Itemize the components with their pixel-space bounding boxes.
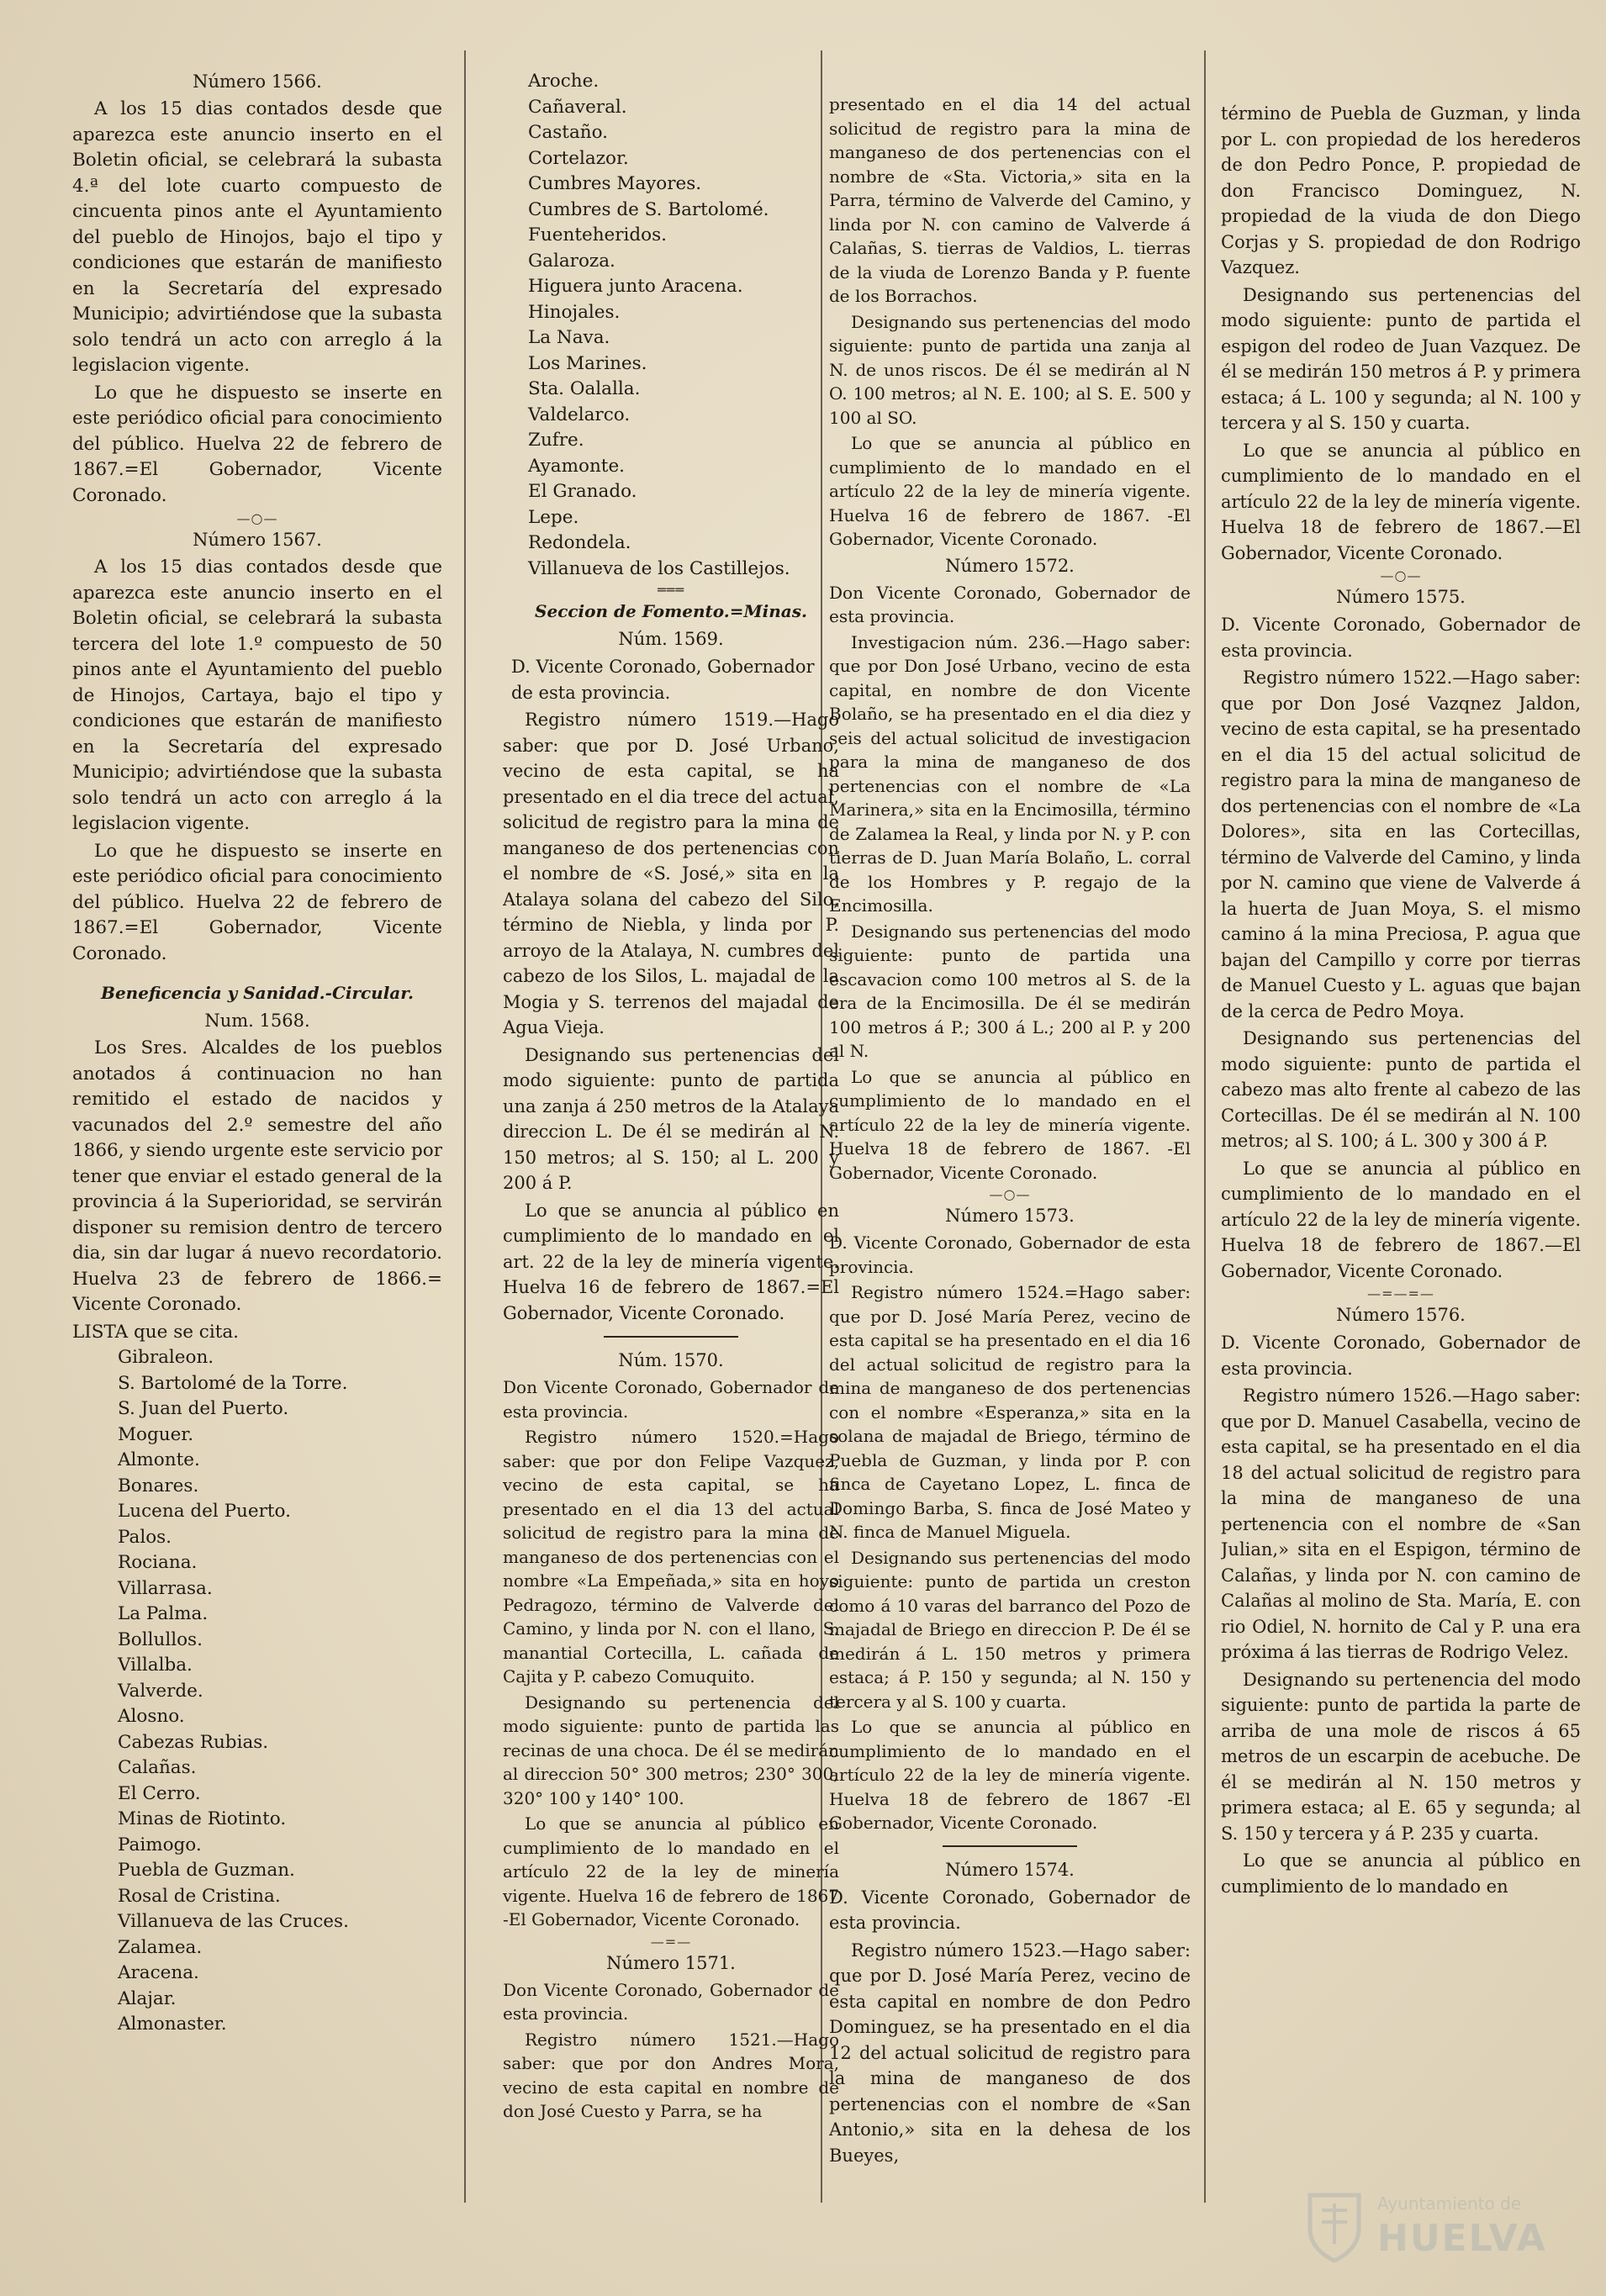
list-item: Almonte. (118, 1449, 200, 1470)
list-item: Calañas. (118, 1757, 197, 1778)
column-3 (829, 92, 1191, 2278)
section-heading-fomento: Seccion de Fomento.=Minas. (535, 601, 807, 621)
notice-closing-1574: Lo que se anuncia al público en cumplimiento de lo mandado en el artículo 22 de la ley de minería vigente. Huelva 18 de febrero de 1867.—El Gobernador, Vicente Coronado. (1221, 440, 1581, 563)
list-item: Aroche. (528, 71, 600, 92)
list-item: El Cerro. (118, 1782, 201, 1804)
notice-authority-1572: Don Vicente Coronado, Gobernador de esta provincia. (829, 582, 1191, 626)
notice-closing-1572: Lo que se anuncia al público en cumplimiento de lo mandado en el artículo 22 de la ley de minería vigente. Huelva 18 de febrero de 1867. -El Gobernador, Vicente Coronado. (829, 1066, 1191, 1183)
notice-authority-1575: D. Vicente Coronado, Gobernador de esta provincia. (1221, 615, 1581, 661)
pueblos-list (72, 1345, 442, 2038)
list-item: Lepe. (528, 506, 579, 528)
list-item: Villanueva de los Castillejos. (528, 557, 790, 579)
notice-heading-1572: Número 1572. (945, 555, 1075, 576)
notice-body-1572: Investigacion núm. 236.—Hago saber: que por Don José Urbano, vecino de esta capital, en nombre de don Vicente Bolaño, se ha presentado en el dia diez y seis del actual solicitud de investigacion para la mina de manganeso de dos pertenencias con el nombre de «La Marinera,» sita en la Encimosilla, término de Zalamea la Real, y linda por N. y P. con tierras de D. Juan María Bolaño, L. corral de los Hombres y P. regajo de la Encimosilla. (829, 631, 1191, 916)
list-item: Aracena. (118, 1962, 199, 1983)
list-item: Palos. (118, 1526, 172, 1548)
list-item: Zalamea. (118, 1936, 203, 1958)
notice-authority-1573: D. Vicente Coronado, Gobernador de esta provincia. (829, 1232, 1191, 1277)
notice-heading-1575: Número 1575. (1336, 587, 1466, 607)
notice-closing-1573: Lo que se anuncia al público en cumplimiento de lo mandado en el artículo 22 de la ley de minería vigente. Huelva 18 de febrero de 1867 -El Gobernador, Vicente Coronado. (829, 1717, 1191, 1833)
notice-heading-1569: Núm. 1569. (618, 629, 724, 649)
notice-authority-1576: D. Vicente Coronado, Gobernador de esta provincia. (1221, 1333, 1581, 1379)
list-item: Galaroza. (528, 250, 615, 272)
notice-design-1575: Designando sus pertenencias del modo siguiente: punto de partida el cabezo mas alto frente al cabezo de las Cortecillas. De él se medirán al N. 100 metros; al S. 100; á L. 300 y 300 á P. (1221, 1028, 1581, 1151)
list-item: Bonares. (118, 1475, 199, 1496)
section-ornament: —=—=— (1367, 1285, 1434, 1301)
notice-body-1569: Registro número 1519.—Hago saber: que por D. José Urbano, vecino de esta capital, se ha presentado en el dia trece del actual, solicitud de registro para la mina de manganeso de dos pertenencias con el nombre de «S. José,» sita en la Atalaya solana del cabezo del Silo, término de Niebla, y linda por P. arroyo de la Atalaya, N. cumbres del cabezo de los Silos, L. majadal de la Mogia y S. terrenos del majadal de Agua Vieja. (503, 710, 839, 1037)
list-item: Gibraleon. (118, 1347, 214, 1368)
notice-body-1571-continued: presentado en el dia 14 del actual solicitud de registro para la mina de manganeso de dos pertenencias con el nombre de «Sta. Victoria,» sita en la Parra, término de Valverde del Camino, y linda por N. con camino de Valverde á Calañas, S. tierras de Valdios, L. tierras de la viuda de Lorenzo Banda y P. fuente de los Borrachos. (829, 94, 1191, 306)
list-item: Alajar. (118, 1987, 177, 2009)
notice-closing-1566: Lo que he dispuesto se inserte en este periódico oficial para conocimiento del público. Huelva 22 de febrero de 1867.=El Gobernador, Vicente Coronado. (72, 382, 442, 506)
list-item: Villarrasa. (118, 1577, 213, 1599)
section-ornament: —○— (236, 510, 278, 526)
list-item: Cortelazor. (528, 147, 629, 169)
notice-closing-1567: Lo que he dispuesto se inserte en este periódico oficial para conocimiento del público. Huelva 22 de febrero de 1867.=El Gobernador, Vicente Coronado. (72, 840, 442, 964)
ayuntamiento-watermark (1305, 2188, 1557, 2266)
watermark-line-2: HUELVA (1377, 2217, 1547, 2260)
list-item: La Palma. (118, 1603, 209, 1624)
list-item: Rosal de Cristina. (118, 1885, 281, 1907)
list-item: Villalba. (118, 1655, 193, 1676)
notice-body-1575: Registro número 1522.—Hago saber: que por Don José Vazqnez Jaldon, vecino de esta capital, se ha presentado en el dia 15 del actual solicitud de registro para la mina de manganeso de dos pertenencias con el nombre de «La Dolores», sita en las Cortecillas, término de Valverde del Camino, y linda por N. camino que viene de Valverde á la huerta de Juan Moya, S. el mismo camino á la mina Preciosa, P. agua que bajan del Campillo y corre por tierras de Manuel Cuesto y L. aguas que bajan de la cerca de Pedro Moya. (1221, 668, 1581, 1021)
notice-closing-1570: Lo que se anuncia al público en cumplimiento de lo mandado en el artículo 22 de la ley de minería vigente. Huelva 16 de febrero de 1867 -El Gobernador, Vicente Coronado. (503, 1813, 839, 1929)
notice-body-1573: Registro número 1524.=Hago saber: que por D. José María Perez, vecino de esta capital se ha presentado en el dia 16 del actual solicitud de registro para la mina de manganeso de dos pertenencias con el nombre «Esperanza,» sita en la solana de majadal de Briego, término de Puebla de Guzman, y linda por P. con finca de Cayetano Lopez, L. finca de Domingo Barba, S. finca de José Mateo y N. finca de Manuel Miguela. (829, 1282, 1191, 1542)
list-item: Redondela. (528, 532, 631, 553)
notice-design-1572: Designando sus pertenencias del modo siguiente: punto de partida una escavacion como 100 metros al S. de la era de la Encimosilla. De él se medirán 100 metros á P.; 300 á L.; 200 al P. y 200 al N. (829, 921, 1191, 1061)
notice-authority-1569: D. Vicente Coronado, Gobernador de esta provincia. (511, 657, 815, 703)
notice-design-1570: Designando su pertenencia del modo siguiente: punto de partida las recinas de una choca. De él se medirán al direccion 50° 300 metros; 230° 300; 320° 100 y 140° 100. (503, 1692, 839, 1808)
notice-authority-1574: D. Vicente Coronado, Gobernador de esta provincia. (829, 1887, 1191, 1933)
list-item: Fuenteheridos. (528, 224, 667, 245)
list-item: Paimogo. (118, 1834, 202, 1855)
notice-design-1573: Designando sus pertenencias del modo siguiente: punto de partida un creston como á 10 varas del barranco del Pozo de majadal de Briego en direccion P. De él se medirán á L. 150 metros y primera estaca; á P. 150 y segunda; al N. 150 y tercera y al S. 100 y cuarta. (829, 1547, 1191, 1712)
section-ornament: ═══ (658, 582, 684, 598)
list-item: Higuera junto Aracena. (528, 276, 743, 297)
list-item: Los Marines. (528, 352, 647, 374)
list-item: Lucena del Puerto. (118, 1501, 291, 1522)
list-item: Cumbres de S. Bartolomé. (528, 198, 769, 220)
notice-heading-1568: Num. 1568. (204, 1011, 310, 1031)
list-item: El Granado. (528, 481, 637, 502)
list-item: Castaño. (528, 122, 609, 143)
section-ornament: —=— (650, 1933, 692, 1950)
notice-heading-1570: Núm. 1570. (618, 1350, 724, 1370)
column-rule (464, 50, 466, 2203)
notice-closing-1576: Lo que se anuncia al público en cumplimiento de lo mandado en (1221, 1850, 1581, 1897)
section-heading-beneficencia: Beneficencia y Sanidad.-Circular. (101, 983, 414, 1003)
column-2 (503, 69, 839, 2255)
section-divider (943, 1845, 1077, 1847)
list-item: Bollullos. (118, 1628, 203, 1650)
list-item: Villanueva de las Cruces. (118, 1911, 349, 1932)
list-item: Cañaveral. (528, 96, 627, 118)
notice-authority-1571: Don Vicente Coronado, Gobernador de esta provincia. (503, 1979, 839, 2024)
section-divider (604, 1336, 738, 1338)
notice-closing-1575: Lo que se anuncia al público en cumplimiento de lo mandado en el artículo 22 de la ley de minería vigente. Huelva 18 de febrero de 1867.—El Gobernador, Vicente Coronado. (1221, 1158, 1581, 1281)
list-item: La Nava. (528, 327, 610, 348)
list-item: Almonaster. (118, 2014, 227, 2035)
list-title: LISTA que se cita. (72, 1321, 239, 1343)
list-item: Ayamonte. (528, 455, 625, 477)
list-item: Cumbres Mayores. (528, 173, 702, 194)
pueblos-list-continued (503, 69, 839, 582)
notice-body-1576: Registro número 1526.—Hago saber: que por D. Manuel Casabella, vecino de esta capital, se ha presentado en el dia 18 del actual solicitud de registro para la mina de manganeso de una pertenencia con el nombre de «San Julian,» sita en el Espigon, término de Calañas, y linda por N. con camino de Calañas al molino de Sta. María, E. con rio Odiel, N. hornito de Cal y P. una era próxima á las tierras de Rodrigo Velez. (1221, 1386, 1581, 1662)
notice-heading-1574: Número 1574. (945, 1859, 1075, 1880)
watermark-line-1: Ayuntamiento de (1377, 2193, 1522, 2214)
notice-design-1574: Designando sus pertenencias del modo siguiente: punto de partida el espigon del rodeo de Juan Vazquez. De él se medirán 150 metros á P. y primera estaca; á L. 100 y segunda; al N. 100 y tercera y al S. 150 y cuarta. (1221, 284, 1581, 433)
notice-body-1568: Los Sres. Alcaldes de los pueblos anotados á continuacion no han remitido el estado de nacidos y vacunados del 2.º semestre del año 1866, y siendo urgente este servicio por tener que enviar el estado general de la provincia á la Superioridad, se servirán disponer su remision dentro de tercero dia, sin dar lugar á nuevo recordatorio. Huelva 23 de febrero de 1866.= Vicente Coronado. (72, 1037, 442, 1315)
column-1 (72, 69, 442, 2255)
notice-body-1574: Registro número 1523.—Hago saber: que por D. José María Perez, vecino de esta capital en nombre de don Pedro Dominguez, se ha presentado en el dia 12 del actual solicitud de registro para la mina de manganeso de dos pertenencias con el nombre de «San Antonio,» sita en la dehesa de los Bueyes, (829, 1940, 1191, 2166)
notice-heading-1571: Número 1571. (606, 1952, 736, 1973)
notice-body-1570: Registro número 1520.=Hago saber: que por don Felipe Vazquez, vecino de esta capital, se ha presentado en el dia 13 del actual solicitud de registro para la mina de manganeso de dos pertenencias con el nombre «La Empeñada,» sita en hoyo Pedragozo, término de Valverde del Camino, y linda por N. con el llano, S. manantial Cortecilla, L. cañada de Cajita y P. cabezo Comuquito. (503, 1427, 839, 1686)
list-item: Sta. Oalalla. (528, 378, 641, 399)
notice-design-1576: Designando su pertenencia del modo siguiente: punto de partida la parte de arriba de una mole de riscos á 65 metros de un escarpin de acebuche. De él se medirán al N. 150 metros y primera estaca; al E. 65 y segunda; al S. 150 y tercera y á P. 235 y cuarta. (1221, 1669, 1581, 1844)
notice-closing-1571: Lo que se anuncia al público en cumplimiento de lo mandado en el artículo 22 de la ley de minería vigente. Huelva 16 de febrero de 1867. -El Gobernador, Vicente Coronado. (829, 433, 1191, 549)
section-ornament: —○— (1380, 567, 1422, 583)
section-ornament: —○— (989, 1186, 1031, 1202)
list-item: Hinojales. (528, 301, 621, 323)
list-item: Valdelarco. (528, 404, 631, 425)
notice-body-1571: Registro número 1521.—Hago saber: que por don Andres Mora, vecino de esta capital en nombre de don José Cuesto y Parra, se ha (503, 2029, 839, 2121)
column-4 (1221, 101, 1581, 2287)
notice-heading-1573: Número 1573. (945, 1206, 1075, 1226)
list-item: Moguer. (118, 1423, 194, 1445)
notice-body-1574-continued: término de Puebla de Guzman, y linda por L. con propiedad de los herederos de don Pedro Ponce, P. propiedad de don Francisco Dominguez, N. propiedad de la viuda de don Diego Corjas y S. propiedad de don Rodrigo Vazquez. (1221, 103, 1581, 277)
notice-heading-1566: Número 1566. (193, 71, 322, 92)
crest-icon (1305, 2190, 1364, 2262)
list-item: Zufre. (528, 430, 584, 451)
notice-body-1567: A los 15 dias contados desde que aparezca este anuncio inserto en el Boletin oficial, se celebrará la subasta tercera del lote 1.º compuesto de 50 pinos ante el Ayuntamiento del pueblo de Hinojos, Cartaya, bajo el tipo y condiciones que estarán de manifiesto en la Secretaría del expresado Municipio; advirtiéndose que la subasta solo tendrá un acto con arreglo á la legislacion vigente. (72, 557, 442, 834)
notice-heading-1567: Número 1567. (193, 530, 322, 550)
list-item: Alosno. (118, 1706, 185, 1727)
notice-authority-1570: Don Vicente Coronado, Gobernador de esta provincia. (503, 1377, 839, 1422)
list-item: Valverde. (118, 1680, 203, 1702)
list-item: S. Bartolomé de la Torre. (118, 1372, 348, 1394)
notice-closing-1569: Lo que se anuncia al público en cumplimiento de lo mandado en el art. 22 de la ley de minería vigente. Huelva 16 de febrero de 1867.=El Gobernador, Vicente Coronado. (503, 1200, 839, 1323)
list-item: Cabezas Rubias. (118, 1731, 269, 1753)
list-item: Minas de Riotinto. (118, 1808, 287, 1829)
notice-design-1569: Designando sus pertenencias del modo siguiente: punto de partida una zanja á 250 metros de la Atalaya direccion L. De él se medirán al N. 150 metros; al S. 150; al L. 200 y 200 á P. (503, 1044, 839, 1193)
notice-design-1571: Designando sus pertenencias del modo siguiente: punto de partida una zanja al N. de unos riscos. De él se medirán al N O. 100 metros; al N. E. 100; al S. E. 500 y 100 al SO. (829, 311, 1191, 428)
notice-body-1566: A los 15 dias contados desde que aparezca este anuncio inserto en el Boletin oficial, se celebrará la subasta 4.ª del lote cuarto compuesto de cincuenta pinos ante el Ayuntamiento del pueblo de Hinojos, bajo el tipo y condiciones que estarán de manifiesto en la Secretaría del expresado Municipio; advirtiéndose que la subasta solo tendrá un acto con arreglo á la legislacion vigente. (72, 98, 442, 376)
list-item: Puebla de Guzman. (118, 1860, 295, 1881)
column-rule (1204, 50, 1206, 2203)
list-item: S. Juan del Puerto. (118, 1398, 289, 1419)
list-item: Rociana. (118, 1552, 198, 1573)
notice-heading-1576: Número 1576. (1336, 1305, 1466, 1325)
